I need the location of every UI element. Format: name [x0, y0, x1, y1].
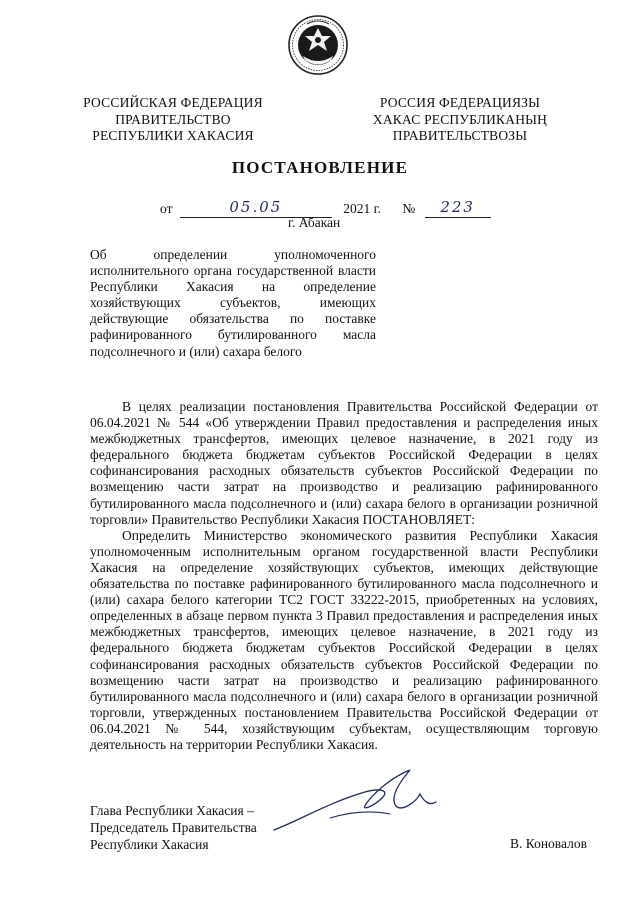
number-handwritten: 223	[440, 198, 475, 216]
header-right	[345, 95, 575, 145]
number-label: №	[402, 201, 416, 216]
document-subject: Об определении уполномоченного исполнительного органа государственной власти Республики Хакасия на определение хозяйствующих субъектов, имеющих действующие обязательства по поставке рафинированного бутилированного масла подсолнечного и (или) сахара белого	[90, 247, 376, 359]
header-left-line: РОССИЙСКАЯ ФЕДЕРАЦИЯ	[83, 95, 263, 110]
city-label: г. Абакан	[288, 215, 341, 230]
body-paragraph: Определить Министерство экономического развития Республики Хакасия уполномоченным исполнительным органом государственной власти Республики Хакасия на определение хозяйствующих субъектов, имеющих действующие обязательства по поставке рафинированного бутилированного масла подсолнечного и (или) сахара белого категории ТС2 ГОСТ 33222-2015, приобретенных на условиях, определенных в абзаце первом пункта 3 Правил предоставления и распределения иных межбюджетных трансфертов, имеющих целевое назначение, в 2021 году из федерального бюджета бюджетам субъектов Российской Федерации в целях софинансирования расходных обязательств субъектов Российской Федерации по возмещению части затрат на производство и реализацию рафинированного бутилированного масла подсолнечного и (или) сахара белого в организации розничной торговли, утвержденных постановлением Правительства Российской Федерации от 06.04.2021 № 544, хозяйствующим субъектам, осуществляющим торговую деятельность на территории Республики Хакасия.	[90, 527, 598, 752]
header-left-line: РЕСПУБЛИКИ ХАКАСИЯ	[92, 128, 254, 143]
header-right-line: ХАКАС РЕСПУБЛИКАНЫҢ	[372, 111, 548, 127]
year-label: 2021 г.	[343, 201, 381, 216]
coat-of-arms-icon	[287, 14, 349, 76]
signatory-position-line: Глава Республики Хакасия –	[90, 803, 254, 818]
header-right-line: РОССИЯ ФЕДЕРАЦИЯЗЫ	[379, 95, 541, 110]
handwritten-signature-icon	[270, 762, 440, 842]
signatory-position-line: Республики Хакасия	[90, 837, 209, 852]
document-title: ПОСТАНОВЛЕНИЕ	[231, 158, 409, 177]
date-from-label: от	[160, 201, 173, 216]
signatory-position-line: Председатель Правительства	[90, 820, 257, 835]
header-right-line: ПРАВИТЕЛЬСТВОЗЫ	[392, 128, 528, 143]
document-body	[90, 399, 598, 753]
date-handwritten: 05.05	[229, 198, 283, 216]
header-left-line: ПРАВИТЕЛЬСТВО	[115, 111, 231, 127]
signatory-position	[90, 802, 257, 853]
signatory-name: В. Коновалов	[510, 836, 587, 851]
header-left	[58, 95, 288, 145]
number-field	[425, 199, 491, 218]
body-paragraph: В целях реализации постановления Правительства Российской Федерации от 06.04.2021 № 544 «Об утверждении Правил предоставления и распределения иных межбюджетных трансфертов, имеющих целевое назначение, в 2021 году из федерального бюджета бюджетам субъектов Российской Федерации в целях софинансирования расходных обязательств субъектов Российской Федерации по возмещению части затрат на производство и реализацию рафинированного бутилированного масла подсолнечного и (или) сахара белого в организации розничной торговли» Правительство Республики Хакасия ПОСТАНОВЛЯЕТ:	[90, 399, 598, 527]
